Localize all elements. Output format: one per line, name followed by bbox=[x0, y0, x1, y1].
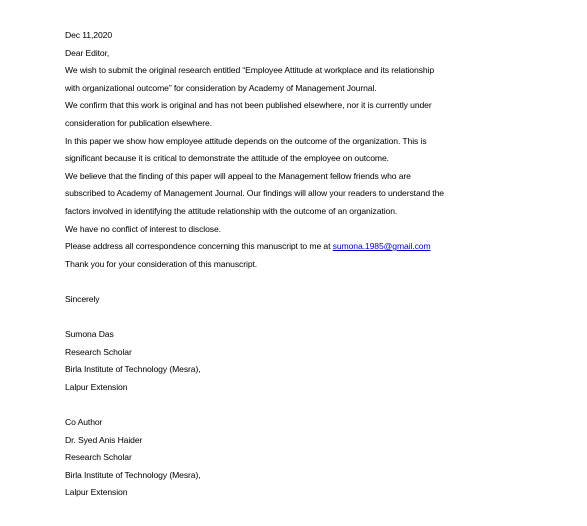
body-line: We wish to submit the original research entitled “Employee Attitude at workplace and its relationship bbox=[65, 65, 435, 76]
thanks-line: Thank you for your consideration of this manuscript. bbox=[65, 258, 258, 269]
author-title: Research Scholar bbox=[65, 346, 132, 357]
body-line: We believe that the finding of this paper will appeal to the Management fellow friends who are bbox=[65, 170, 411, 181]
correspondence-text: Please address all correspondence concerning this manuscript to me at bbox=[65, 241, 333, 252]
author-location: Lalpur Extension bbox=[65, 381, 128, 392]
body-line: subscribed to Academy of Management Journal. Our findings will allow your readers to understand the bbox=[65, 188, 444, 199]
correspondence-line bbox=[65, 238, 580, 256]
cover-letter bbox=[65, 27, 580, 502]
body-line: factors involved in identifying the attitude relationship with the outcome of an organization. bbox=[65, 205, 398, 216]
body-line: In this paper we show how employee attitude depends on the outcome of the organization. This is bbox=[65, 135, 427, 146]
coauthor-title: Research Scholar bbox=[65, 452, 132, 463]
author-institution: Birla Institute of Technology (Mesra), bbox=[65, 364, 201, 375]
letter-salutation: Dear Editor, bbox=[65, 47, 110, 58]
author-name: Sumona Das bbox=[65, 329, 114, 340]
closing-line: Sincerely bbox=[65, 293, 100, 304]
spacer bbox=[65, 396, 580, 414]
body-line: with organizational outcome” for consideration by Academy of Management Journal. bbox=[65, 82, 377, 93]
coauthor-name: Dr. Syed Anis Haider bbox=[65, 434, 143, 445]
letter-date: Dec 11,2020 bbox=[65, 30, 112, 40]
coauthor-heading: Co Author bbox=[65, 417, 103, 428]
coauthor-location: Lalpur Extension bbox=[65, 487, 128, 498]
coauthor-institution: Birla Institute of Technology (Mesra), bbox=[65, 469, 201, 480]
body-line: We confirm that this work is original and has not been published elsewhere, nor it is currently under bbox=[65, 100, 432, 111]
body-line: consideration for publication elsewhere. bbox=[65, 117, 212, 128]
spacer bbox=[65, 273, 580, 291]
body-line: We have no conflict of interest to disclose. bbox=[65, 223, 221, 234]
spacer bbox=[65, 309, 580, 327]
email-link[interactable]: sumona.1985@gmail.com bbox=[332, 241, 431, 252]
body-line: significant because it is critical to demonstrate the attitude of the employee on outcome. bbox=[65, 153, 389, 164]
